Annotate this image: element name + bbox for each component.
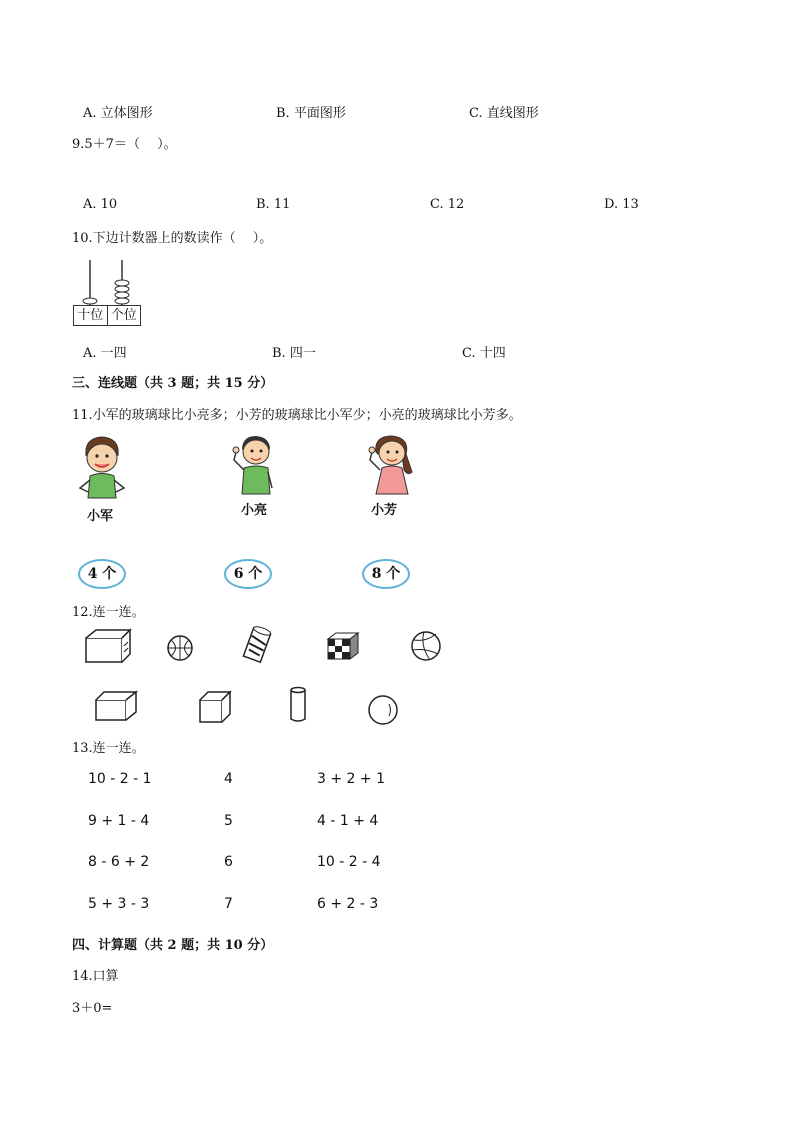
q8-option-b: B. 平面图形 (276, 106, 346, 121)
abacus-counter-image (73, 258, 141, 306)
child-name-xiaoliang: 小亮 (241, 503, 268, 518)
abacus-label-ones: 个位 (110, 308, 137, 323)
q13-middle-number: 4 (224, 771, 233, 787)
q9-option-d: D. 13 (604, 197, 639, 212)
cylinder-shape-icon (288, 686, 308, 724)
q9-option-c: C. 12 (430, 197, 465, 212)
boy-xiaojun-illustration (76, 434, 128, 500)
q10-option-a: A. 一四 (83, 346, 127, 361)
ones-bead (115, 280, 129, 286)
q13-right-expr: 10 - 2 - 4 (317, 854, 381, 870)
q10-stem: 10.下边计数器上的数读作（ ）。 (72, 231, 273, 246)
girl-xiaofang-illustration (362, 432, 418, 496)
q8-option-a: A. 立体图形 (83, 106, 153, 121)
q10-option-b: B. 四一 (272, 346, 316, 361)
q9-option-b: B. 11 (256, 197, 291, 212)
q13-right-expr: 3 + 2 + 1 (317, 771, 385, 787)
q14-problem: 3＋0= (72, 1001, 113, 1016)
q13-stem: 13.连一连。 (72, 741, 145, 756)
q8-option-c: C. 直线图形 (469, 106, 539, 121)
abacus-label-tens: 十位 (74, 306, 108, 325)
rubiks-cube-object-icon (326, 631, 360, 661)
cuboid-shape-icon (94, 690, 138, 722)
q13-middle-number: 6 (224, 854, 233, 870)
tens-bead (83, 298, 97, 304)
q10-option-c: C. 十四 (462, 346, 506, 361)
ones-bead (115, 286, 129, 292)
q13-left-expr: 9 + 1 - 4 (88, 813, 150, 829)
can-object-icon (240, 624, 274, 666)
count-option-6: 6 个 (224, 559, 272, 589)
section-4-title: 四、计算题（共 2 题；共 10 分） (72, 938, 274, 953)
q11-stem: 11.小军的玻璃球比小亮多；小芳的玻璃球比小军少；小亮的玻璃球比小芳多。 (72, 408, 522, 423)
section-3-title: 三、连线题（共 3 题；共 15 分） (72, 376, 274, 391)
ones-bead (115, 292, 129, 298)
q13-left-expr: 5 + 3 - 3 (88, 896, 150, 912)
count-option-4: 4 个 (78, 559, 126, 589)
child-name-xiaofang: 小芳 (371, 503, 398, 518)
q14-stem: 14.口算 (72, 969, 119, 984)
q13-left-expr: 10 - 2 - 1 (88, 771, 152, 787)
sphere-shape-icon (367, 694, 399, 726)
ones-bead (115, 298, 129, 304)
q9-stem: 9.5＋7＝（ ）。 (72, 137, 177, 152)
child-name-xiaojun: 小军 (87, 509, 114, 524)
abacus-label-box (73, 305, 141, 326)
q13-left-expr: 8 - 6 + 2 (88, 854, 150, 870)
q9-option-a: A. 10 (83, 197, 118, 212)
volleyball-object-icon (410, 630, 442, 662)
q13-right-expr: 6 + 2 - 3 (317, 896, 379, 912)
count-option-8: 8 个 (362, 559, 410, 589)
box-object-icon (84, 628, 132, 664)
q13-right-expr: 4 - 1 + 4 (317, 813, 379, 829)
q13-middle-number: 5 (224, 813, 233, 829)
basketball-object-icon (166, 634, 194, 662)
cube-shape-icon (198, 690, 232, 724)
q12-stem: 12.连一连。 (72, 605, 145, 620)
q13-middle-number: 7 (224, 896, 233, 912)
boy-xiaoliang-illustration (228, 432, 280, 496)
